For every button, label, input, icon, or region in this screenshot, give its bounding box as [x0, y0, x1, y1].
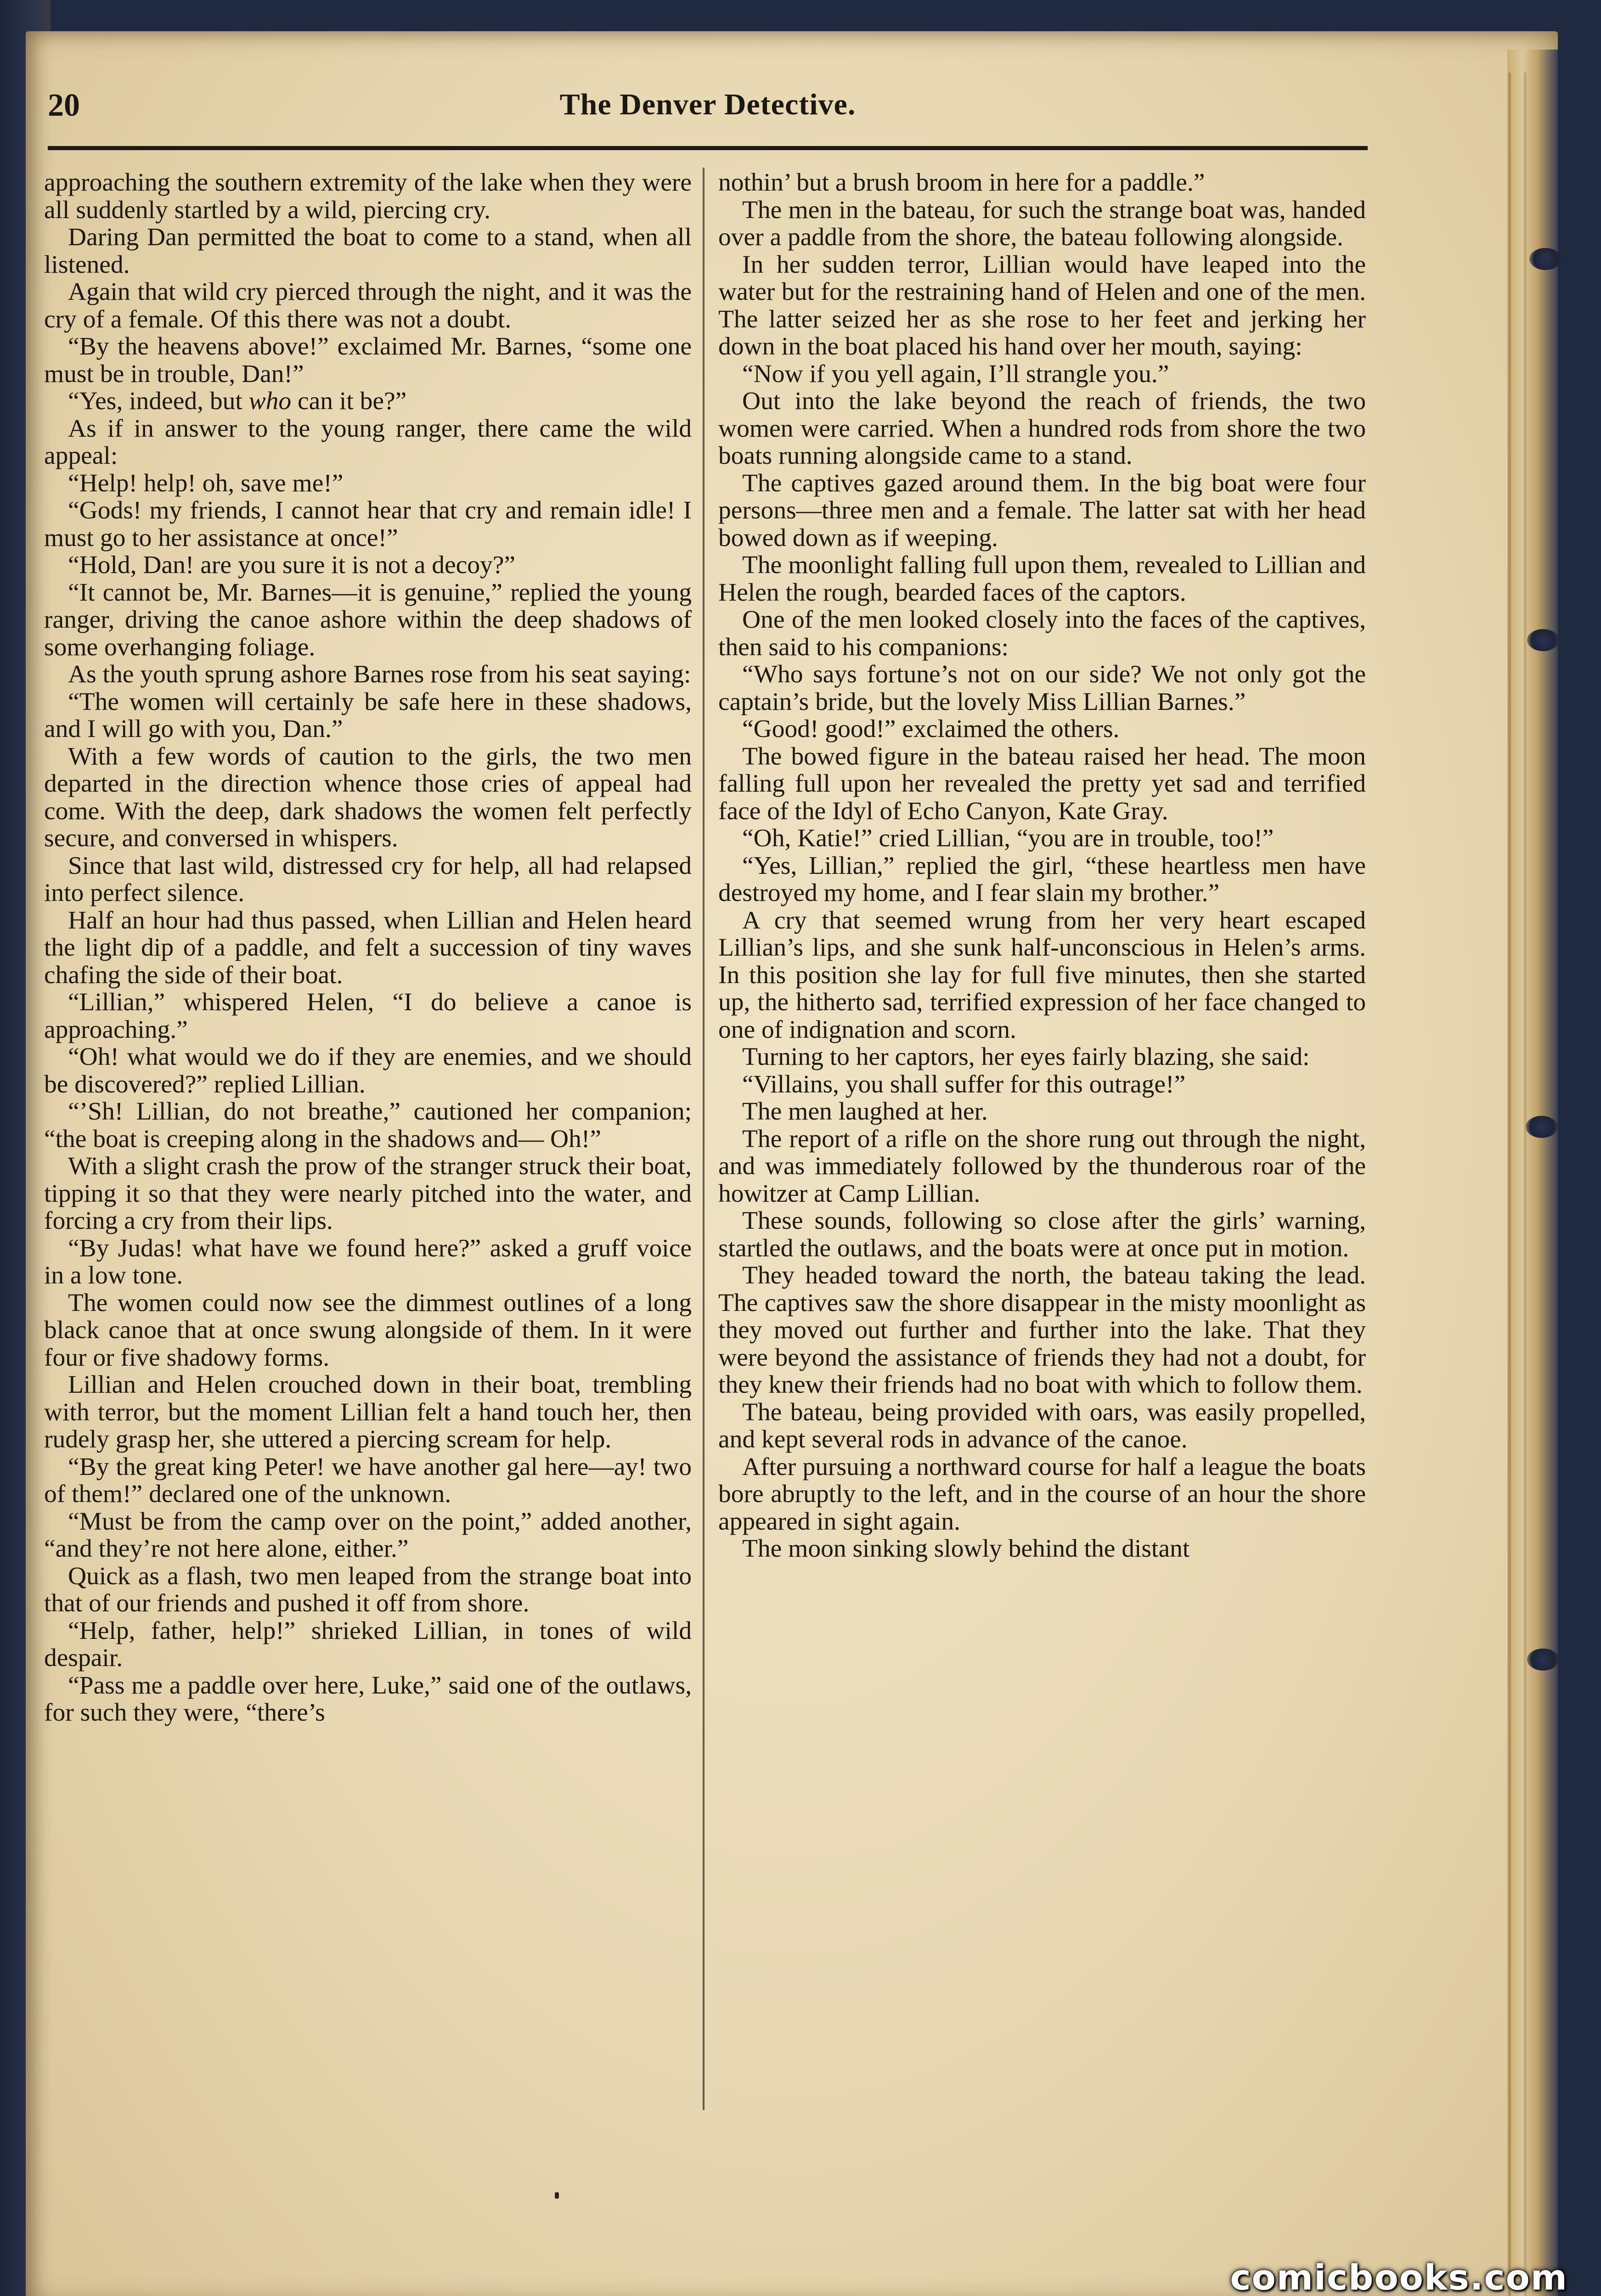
paragraph: The men in the bateau, for such the strange boat was, handed over a paddle from the shore, the bateau following alongside. [718, 196, 1366, 251]
paragraph: “The women will certainly be safe here in these shadows, and I will go with you, Dan.” [44, 687, 692, 743]
paragraph: “By the great king Peter! we have another gal here—ay! two of them!” declared one of the unknown. [44, 1452, 692, 1508]
paragraph: The men laughed at her. [742, 1097, 988, 1125]
paragraph: “Who says fortune’s not on our side? We not only got the captain’s bride, but the lovely Miss Lillian Barnes.” [718, 660, 1366, 716]
paragraph: “Now if you yell again, I’ll strangle you.” [742, 360, 1169, 388]
paragraph: These sounds, following so close after the girls’ warning, startled the outlaws, and the boats were at once put in motion. [718, 1207, 1366, 1262]
paragraph: Since that last wild, distressed cry for help, all had relapsed into perfect silence. [44, 851, 692, 907]
paragraph: The captives gazed around them. In the big boat were four persons—three men and a female. The latter sat with her head bowed down as if weeping. [718, 469, 1366, 552]
page-edge-line [1524, 73, 1527, 2296]
watermark-text: comicbooks.com [1230, 2257, 1568, 2296]
paragraph: Turning to her captors, her eyes fairly blazing, she said: [742, 1043, 1310, 1071]
header-rule [48, 146, 1368, 150]
paragraph: Lillian and Helen crouched down in their boat, trembling with terror, but the moment Lillian felt a hand touch her, then rudely grasp her, she uttered a piercing scream for help. [44, 1371, 692, 1453]
paragraph: Half an hour had thus passed, when Lillian and Helen heard the light dip of a paddle, and felt a succession of tiny waves chafing the side of their boat. [44, 906, 692, 989]
paragraph: Out into the lake beyond the reach of friends, the two women were carried. When a hundred rods from shore the two boats running alongside came to a stand. [718, 387, 1366, 470]
paragraph: nothin’ but a brush broom in here for a paddle.” [718, 169, 1205, 197]
paragraph: “Help, father, help!” shrieked Lillian, in tones of wild despair. [44, 1616, 692, 1672]
paragraph: approaching the southern extremity of the lake when they were all suddenly startled by a wild, piercing cry. [44, 169, 692, 224]
page-edge-stack [1507, 50, 1558, 2296]
paragraph: “Good! good!” exclaimed the others. [742, 715, 1120, 743]
paragraph: A cry that seemed wrung from her very heart escaped Lillian’s lips, and she sunk half-unconscious in Helen’s arms. In this position she lay for full five minutes, then she started up, the hitherto sad, terrified expression of her face changed to one of indignation and scorn. [718, 906, 1366, 1044]
paragraph: Daring Dan permitted the boat to come to a stand, when all listened. [44, 223, 692, 279]
paragraph: “Oh, Katie!” cried Lillian, “you are in trouble, too!” [742, 824, 1274, 852]
page-header [48, 87, 1368, 129]
page-number: 20 [48, 88, 80, 123]
paragraph: As the youth sprung ashore Barnes rose from his seat saying: [68, 660, 691, 688]
paragraph: “Oh! what would we do if they are enemies, and we should be discovered?” replied Lillian. [44, 1043, 692, 1098]
paragraph: “It cannot be, Mr. Barnes—it is genuine,” replied the young ranger, driving the canoe ashore within the deep shadows of some overhanging foliage. [44, 578, 692, 661]
paragraph: Again that wild cry pierced through the night, and it was the cry of a female. Of this there was not a doubt. [44, 278, 692, 333]
paragraph: “Yes, indeed, but who can it be?” [68, 387, 407, 415]
binding-hole [1527, 1649, 1559, 1671]
paragraph: “Villains, you shall suffer for this outrage!” [742, 1070, 1186, 1098]
binding-hole [1527, 629, 1559, 651]
print-mark [555, 2192, 559, 2199]
paragraph: “Pass me a paddle over here, Luke,” said one of the outlaws, for such they were, “there’s [44, 1671, 692, 1727]
binding-hole [1529, 248, 1562, 270]
paragraph: “Hold, Dan! are you sure it is not a decoy?” [68, 551, 515, 579]
paragraph: They headed toward the north, the bateau taking the lead. The captives saw the shore disappear in the misty moonlight as they moved out further and further into the lake. That they were beyond the assistance of friends they had not a doubt, for they knew their friends had no boat with which to follow them. [718, 1261, 1366, 1399]
paragraph: One of the men looked closely into the faces of the captives, then said to his companions: [718, 606, 1366, 661]
paragraph: “Must be from the camp over on the point,” added another, “and they’re not here alone, either.” [44, 1507, 692, 1563]
page-edge-line [1508, 73, 1511, 2296]
column-divider [703, 168, 705, 2110]
paragraph: The moon sinking slowly behind the distant [742, 1535, 1190, 1563]
paragraph: “Help! help! oh, save me!” [68, 469, 344, 497]
paragraph: As if in answer to the young ranger, there came the wild appeal: [44, 414, 692, 470]
paragraph: With a slight crash the prow of the stranger struck their boat, tipping it so that they were nearly pitched into the water, and forcing a cry from their lips. [44, 1152, 692, 1235]
text-column-left [44, 169, 692, 2116]
paragraph: The women could now see the dimmest outlines of a long black canoe that at once swung alongside of them. In it were four or five shadowy forms. [44, 1289, 692, 1372]
paragraph: Quick as a flash, two men leaped from the strange boat into that of our friends and pushed it off from shore. [44, 1562, 692, 1617]
paragraph: With a few words of caution to the girls, the two men departed in the direction whence those cries of appeal had come. With the deep, dark shadows the women felt perfectly secure, and conversed in whispers. [44, 742, 692, 852]
running-title: The Denver Detective. [559, 88, 856, 121]
paragraph: In her sudden terror, Lillian would have leaped into the water but for the restraining hand of Helen and one of the men. The latter seized her as she rose to her feet and jerking her down in the boat placed his hand over her mouth, saying: [718, 250, 1366, 360]
paragraph: “By the heavens above!” exclaimed Mr. Barnes, “some one must be in trouble, Dan!” [44, 332, 692, 388]
binding-hole [1526, 1116, 1558, 1138]
text-column-right [718, 169, 1366, 2116]
paragraph: The bateau, being provided with oars, was easily propelled, and kept several rods in advance of the canoe. [718, 1398, 1366, 1453]
paragraph: “Yes, Lillian,” replied the girl, “these heartless men have destroyed my home, and I fear slain my brother.” [718, 851, 1366, 907]
emphasis: who [248, 387, 292, 415]
paragraph: “By Judas! what have we found here?” asked a gruff voice in a low tone. [44, 1234, 692, 1289]
paragraph: “Lillian,” whispered Helen, “I do believe a canoe is approaching.” [44, 988, 692, 1044]
paragraph: The bowed figure in the bateau raised her head. The moon falling full upon her revealed the pretty yet sad and terrified face of the Idyl of Echo Canyon, Kate Gray. [718, 742, 1366, 825]
paragraph: The report of a rifle on the shore rung out through the night, and was immediately followed by the thunderous roar of the howitzer at Camp Lillian. [718, 1125, 1366, 1208]
paragraph: The moonlight falling full upon them, revealed to Lillian and Helen the rough, bearded faces of the captors. [718, 551, 1366, 607]
paragraph: After pursuing a northward course for half a league the boats bore abruptly to the left, and in the course of an hour the shore appeared in sight again. [718, 1452, 1366, 1536]
paragraph: “’Sh! Lillian, do not breathe,” cautioned her companion; “the boat is creeping along in the shadows and— Oh!” [44, 1097, 692, 1153]
paragraph: “Gods! my friends, I cannot hear that cry and remain idle! I must go to her assistance at once!” [44, 496, 692, 552]
